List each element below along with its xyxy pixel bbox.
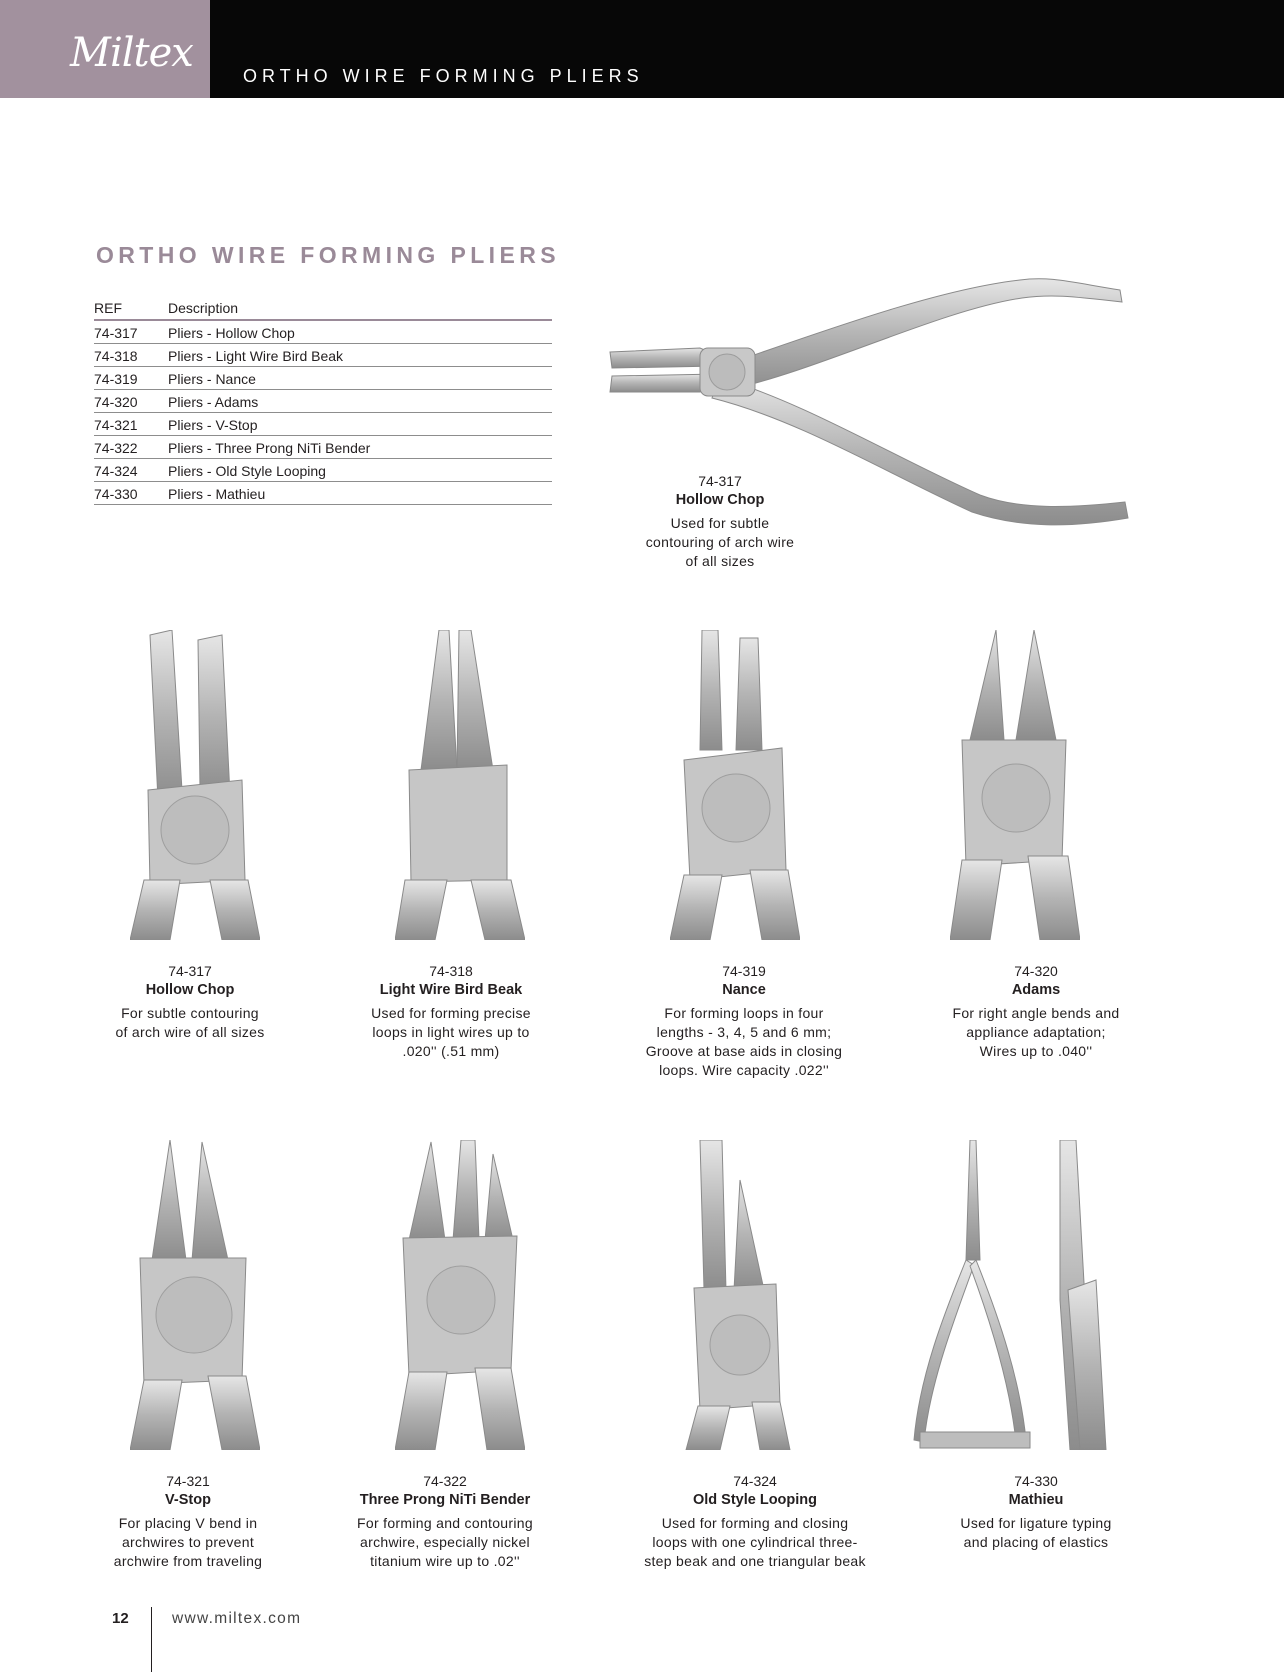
product-ref: 74-319 bbox=[722, 963, 766, 979]
section-title: ORTHO WIRE FORMING PLIERS bbox=[96, 242, 560, 268]
ref-cell: 74-322 bbox=[94, 436, 168, 459]
description-line: and placing of elastics bbox=[963, 1534, 1109, 1550]
footer-divider bbox=[151, 1607, 152, 1672]
product-name: Nance bbox=[722, 982, 766, 998]
description-line: archwire from traveling bbox=[113, 1553, 263, 1569]
description-line: loops. Wire capacity .022'' bbox=[659, 1062, 829, 1078]
bird-beak-pliers-image bbox=[395, 630, 525, 940]
mathieu-pliers-image bbox=[910, 1140, 1130, 1450]
product-name: Adams bbox=[1011, 982, 1061, 998]
ref-cell: 74-330 bbox=[94, 482, 168, 505]
product-caption bbox=[614, 962, 874, 1080]
product-caption bbox=[600, 1472, 910, 1571]
product-caption bbox=[321, 962, 581, 1061]
table-row bbox=[94, 413, 552, 436]
product-description bbox=[614, 1004, 874, 1080]
table-row bbox=[94, 459, 552, 482]
table-row bbox=[94, 390, 552, 413]
header-title: ORTHO WIRE FORMING PLIERS bbox=[243, 66, 644, 86]
ref-cell: 74-321 bbox=[94, 413, 168, 436]
product-description bbox=[906, 1004, 1166, 1061]
description-line: Used for forming and closing bbox=[661, 1515, 849, 1531]
column-header-description: Description bbox=[168, 298, 552, 320]
product-ref: 74-324 bbox=[733, 1473, 777, 1489]
table-row bbox=[94, 436, 552, 459]
description-line: lengths - 3, 4, 5 and 6 mm; bbox=[656, 1024, 832, 1040]
ref-cell: 74-324 bbox=[94, 459, 168, 482]
product-caption bbox=[315, 1472, 575, 1571]
reference-table bbox=[94, 298, 552, 505]
ref-cell: 74-320 bbox=[94, 390, 168, 413]
hollow-chop-pliers-image bbox=[130, 630, 260, 940]
description-line: loops in light wires up to bbox=[372, 1024, 530, 1040]
product-caption bbox=[60, 962, 320, 1042]
description-line: For placing V bend in bbox=[118, 1515, 258, 1531]
column-header-ref: REF bbox=[94, 298, 168, 320]
description-cell: Pliers - Adams bbox=[168, 390, 552, 413]
description-line: For subtle contouring bbox=[121, 1005, 259, 1021]
product-name: Three Prong NiTi Bender bbox=[359, 1492, 531, 1508]
description-line: Used for subtle bbox=[670, 515, 770, 531]
three-prong-pliers-image bbox=[395, 1140, 525, 1450]
product-description bbox=[590, 514, 850, 571]
description-cell: Pliers - Nance bbox=[168, 367, 552, 390]
website-url: www.miltex.com bbox=[172, 1610, 302, 1627]
product-ref: 74-317 bbox=[168, 963, 212, 979]
product-description bbox=[60, 1004, 320, 1042]
description-cell: Pliers - Mathieu bbox=[168, 482, 552, 505]
looping-pliers-image bbox=[670, 1140, 800, 1450]
description-line: .020'' (.51 mm) bbox=[402, 1043, 500, 1059]
description-cell: Pliers - Hollow Chop bbox=[168, 320, 552, 344]
adams-pliers-image bbox=[950, 630, 1080, 940]
table-row bbox=[94, 344, 552, 367]
product-description bbox=[315, 1514, 575, 1571]
product-ref: 74-321 bbox=[166, 1473, 210, 1489]
product-description bbox=[600, 1514, 910, 1571]
description-line: step beak and one triangular beak bbox=[644, 1553, 866, 1569]
brand-logo: Miltex bbox=[70, 30, 193, 76]
product-caption bbox=[906, 1472, 1166, 1552]
featured-caption bbox=[590, 472, 850, 571]
description-line: Used for forming precise bbox=[371, 1005, 531, 1021]
product-ref: 74-320 bbox=[1014, 963, 1058, 979]
description-line: Groove at base aids in closing bbox=[645, 1043, 843, 1059]
description-line: of arch wire of all sizes bbox=[115, 1024, 265, 1040]
table-row bbox=[94, 367, 552, 390]
product-name: Hollow Chop bbox=[675, 492, 765, 508]
product-description bbox=[906, 1514, 1166, 1552]
description-line: For right angle bends and bbox=[952, 1005, 1120, 1021]
table-row bbox=[94, 320, 552, 344]
brand-logo-block bbox=[0, 0, 210, 98]
table-row bbox=[94, 482, 552, 505]
ref-cell: 74-317 bbox=[94, 320, 168, 344]
description-cell: Pliers - V-Stop bbox=[168, 413, 552, 436]
product-caption bbox=[906, 962, 1166, 1061]
page-number: 12 bbox=[112, 1610, 129, 1627]
product-description bbox=[321, 1004, 581, 1061]
description-line: loops with one cylindrical three- bbox=[652, 1534, 858, 1550]
ref-cell: 74-319 bbox=[94, 367, 168, 390]
table-header-row bbox=[94, 298, 552, 320]
product-name: Mathieu bbox=[1008, 1492, 1064, 1508]
description-line: of all sizes bbox=[685, 553, 755, 569]
description-line: Wires up to .040'' bbox=[979, 1043, 1093, 1059]
description-line: archwires to prevent bbox=[121, 1534, 255, 1550]
description-line: Used for ligature typing bbox=[960, 1515, 1112, 1531]
description-cell: Pliers - Old Style Looping bbox=[168, 459, 552, 482]
product-name: Old Style Looping bbox=[692, 1492, 818, 1508]
product-name: Hollow Chop bbox=[145, 982, 235, 998]
ref-cell: 74-318 bbox=[94, 344, 168, 367]
product-ref: 74-317 bbox=[698, 473, 742, 489]
product-caption bbox=[58, 1472, 318, 1571]
description-cell: Pliers - Three Prong NiTi Bender bbox=[168, 436, 552, 459]
description-line: archwire, especially nickel bbox=[360, 1534, 530, 1550]
product-ref: 74-318 bbox=[429, 963, 473, 979]
product-name: Light Wire Bird Beak bbox=[379, 982, 523, 998]
v-stop-pliers-image bbox=[130, 1140, 260, 1450]
description-line: For forming and contouring bbox=[357, 1515, 533, 1531]
description-line: appliance adaptation; bbox=[966, 1024, 1106, 1040]
description-cell: Pliers - Light Wire Bird Beak bbox=[168, 344, 552, 367]
product-ref: 74-330 bbox=[1014, 1473, 1058, 1489]
product-description bbox=[58, 1514, 318, 1571]
description-line: For forming loops in four bbox=[664, 1005, 824, 1021]
product-name: V-Stop bbox=[165, 1492, 211, 1508]
nance-pliers-image bbox=[670, 630, 800, 940]
description-line: contouring of arch wire bbox=[645, 534, 795, 550]
description-line: titanium wire up to .02'' bbox=[370, 1553, 520, 1569]
product-ref: 74-322 bbox=[423, 1473, 467, 1489]
